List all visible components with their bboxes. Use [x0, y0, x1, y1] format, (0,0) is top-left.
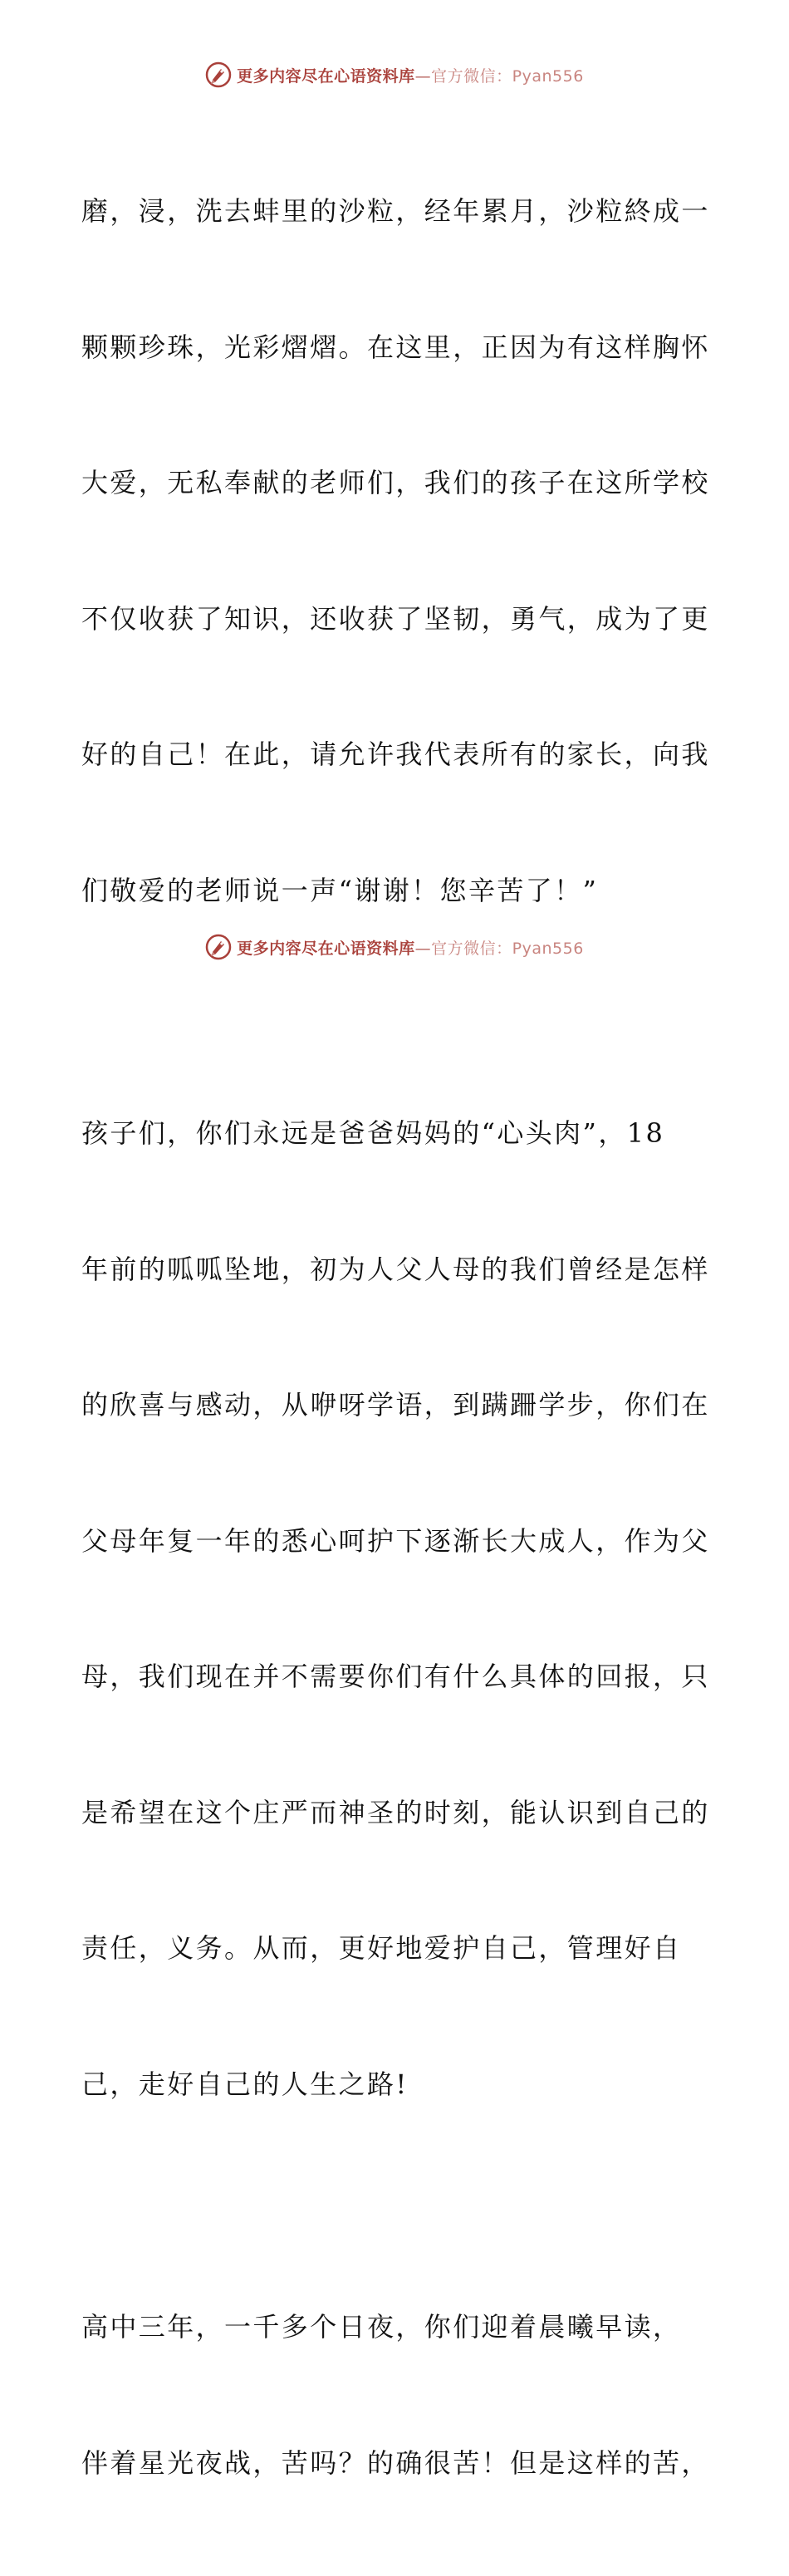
- text-line: 磨，浸，洗去蚌里的沙粒，经年累月，沙粒終成一: [81, 195, 710, 227]
- text-line: 的欣喜与感动，从咿呀学语，到蹒跚学步，你们在: [81, 1389, 710, 1420]
- paragraph-2: [81, 1020, 713, 2197]
- header-banner-dash: —: [414, 66, 432, 86]
- text-line: 们敬爱的老师说一声“谢谢！您辛苦了！”: [81, 874, 599, 906]
- text-line: 高中三年，一千多个日夜，你们迎着晨曦早读，: [81, 2311, 682, 2343]
- paragraph-1: [81, 98, 713, 1003]
- text-line: 是希望在这个庄严而神圣的时刻，能认识到自己的: [81, 1796, 710, 1828]
- footer-banner-dash: —: [414, 939, 432, 958]
- paragraph-gap: [81, 1003, 713, 1020]
- footer-banner: [0, 930, 789, 964]
- text-line: 年前的呱呱坠地，初为人父人母的我们曾经是怎样: [81, 1253, 710, 1285]
- footer-banner-main: 更多内容尽在心语资料库: [237, 939, 415, 958]
- text-line: 孩子们，你们永远是爸爸妈妈的“心头肉”，18: [81, 1117, 665, 1149]
- text-line: 责任，义务。从而，更好地爱护自己，管理好自: [81, 1932, 682, 1964]
- header-banner-text: [237, 64, 584, 86]
- header-banner-main: 更多内容尽在心语资料库: [237, 66, 415, 86]
- text-line: 颗颗珍珠，光彩熠熠。在这里，正因为有这样胸怀: [81, 331, 710, 363]
- text-line: 伴着星光夜战，苦吗？的确很苦！但是这样的苦，: [81, 2446, 710, 2479]
- header-banner: [0, 58, 789, 91]
- footer-banner-text: [237, 936, 584, 959]
- pen-nib-logo-icon: [205, 934, 232, 960]
- paragraph-gap: [81, 2197, 713, 2214]
- text-line: 母，我们现在并不需要你们有什么具体的回报，只: [81, 1661, 710, 1692]
- text-line: 不仅收获了知识，还收获了坚韧，勇气，成为了更: [81, 602, 710, 635]
- document-body: [81, 98, 713, 2576]
- footer-banner-wechat: 官方微信：Pyan556: [431, 939, 584, 958]
- pen-nib-logo-icon: [205, 61, 232, 88]
- header-banner-wechat: 官方微信：Pyan556: [431, 66, 584, 86]
- text-line: 己，走好自己的人生之路!: [81, 2068, 409, 2100]
- text-line: 大爱，无私奉献的老师们，我们的孩子在这所学校: [81, 467, 710, 498]
- text-line: 父母年复一年的悉心呵护下逐渐长大成人，作为父: [81, 1524, 710, 1557]
- paragraph-3: [81, 2214, 713, 2576]
- text-line: 好的自己！在此，请允许我代表所有的家长，向我: [81, 738, 710, 770]
